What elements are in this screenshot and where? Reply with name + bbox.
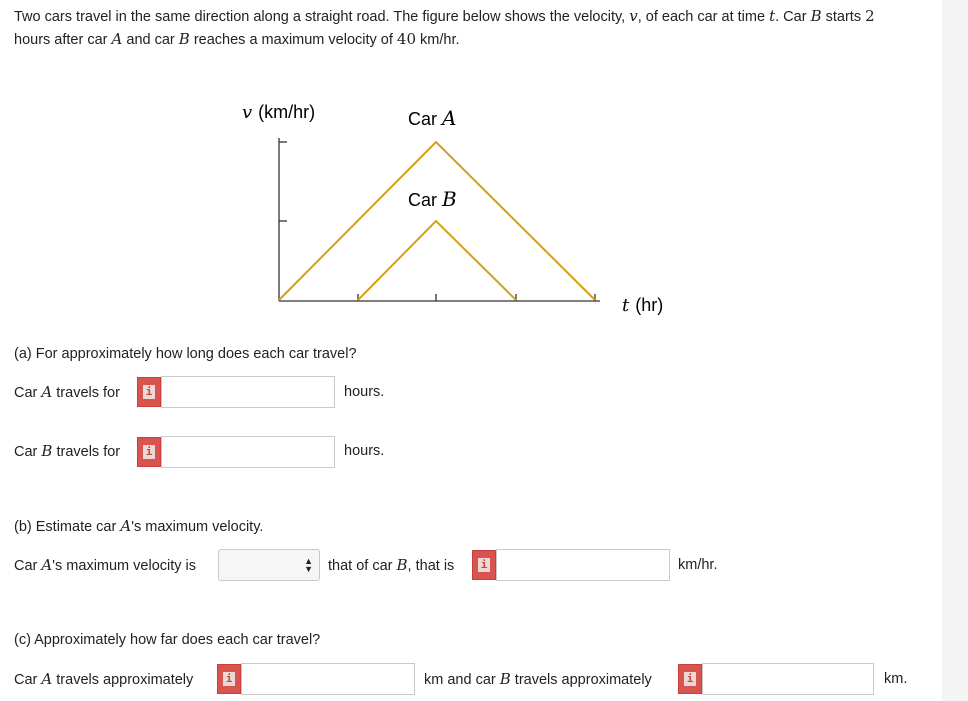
hours-unit: hours. — [344, 384, 385, 400]
num-40: 40 — [396, 30, 417, 48]
car-a-duration-label: Car A travels for — [14, 383, 120, 401]
problem-statement — [14, 5, 934, 51]
velocity-figure — [230, 90, 680, 330]
info-icon: i — [223, 672, 235, 686]
part-a-heading: (a) For approximately how long does each car travel? — [14, 346, 357, 362]
car-a-distance-label: Car A travels approximately — [14, 670, 194, 688]
info-icon: i — [478, 558, 490, 572]
intro-text: , of each car at time — [637, 9, 770, 25]
info-button[interactable] — [472, 550, 496, 580]
part-c-heading: (c) Approximately how far does each car travel? — [14, 632, 321, 648]
car-a-duration-input[interactable] — [161, 376, 335, 408]
select-arrows-icon: ▲ ▼ — [304, 556, 313, 574]
info-icon: i — [684, 672, 696, 686]
car-b-velocity-curve — [358, 221, 516, 300]
num-2: 2 — [865, 7, 875, 25]
that-of-car-b-label: that of car B, that is — [328, 556, 455, 574]
car-b-label: Car B — [408, 187, 457, 211]
max-velocity-label: Car A's maximum velocity is — [14, 556, 197, 574]
x-axis-label: t (hr) — [622, 295, 664, 316]
info-icon: i — [143, 445, 155, 459]
y-axis-label: v (km/hr) — [242, 102, 316, 123]
max-velocity-input[interactable] — [496, 549, 670, 581]
comparison-select[interactable] — [218, 549, 320, 581]
var-B: B — [178, 30, 190, 48]
info-button[interactable] — [217, 664, 241, 694]
part-b-heading: (b) Estimate car A's maximum velocity. — [14, 517, 264, 535]
intro-text: reaches a maximum velocity of — [189, 32, 397, 48]
var-B: B — [810, 7, 822, 25]
hours-unit: hours. — [344, 443, 385, 459]
car-a-label: Car A — [408, 106, 457, 130]
car-a-distance-input[interactable] — [241, 663, 415, 695]
var-A: A — [111, 30, 123, 48]
intro-text: hours after car — [14, 32, 112, 48]
km-unit: km. — [884, 671, 908, 687]
info-button[interactable] — [137, 377, 161, 407]
car-b-distance-input[interactable] — [702, 663, 874, 695]
scrollbar-track[interactable] — [942, 0, 968, 701]
info-icon: i — [143, 385, 155, 399]
car-b-duration-input[interactable] — [161, 436, 335, 468]
intro-text: km/hr. — [416, 32, 460, 48]
var-v: v — [629, 7, 638, 25]
info-button[interactable] — [678, 664, 702, 694]
intro-text: Two cars travel in the same direction along a straight road. The figure below shows the velocity, — [14, 9, 630, 25]
car-b-distance-label: km and car B travels approximately — [424, 670, 652, 688]
info-button[interactable] — [137, 437, 161, 467]
intro-text: . Car — [775, 9, 811, 25]
car-b-duration-label: Car B travels for — [14, 442, 121, 460]
km-hr-unit: km/hr. — [678, 557, 718, 573]
intro-text: and car — [122, 32, 179, 48]
var-t: t — [769, 7, 776, 25]
intro-text: starts — [821, 9, 866, 25]
